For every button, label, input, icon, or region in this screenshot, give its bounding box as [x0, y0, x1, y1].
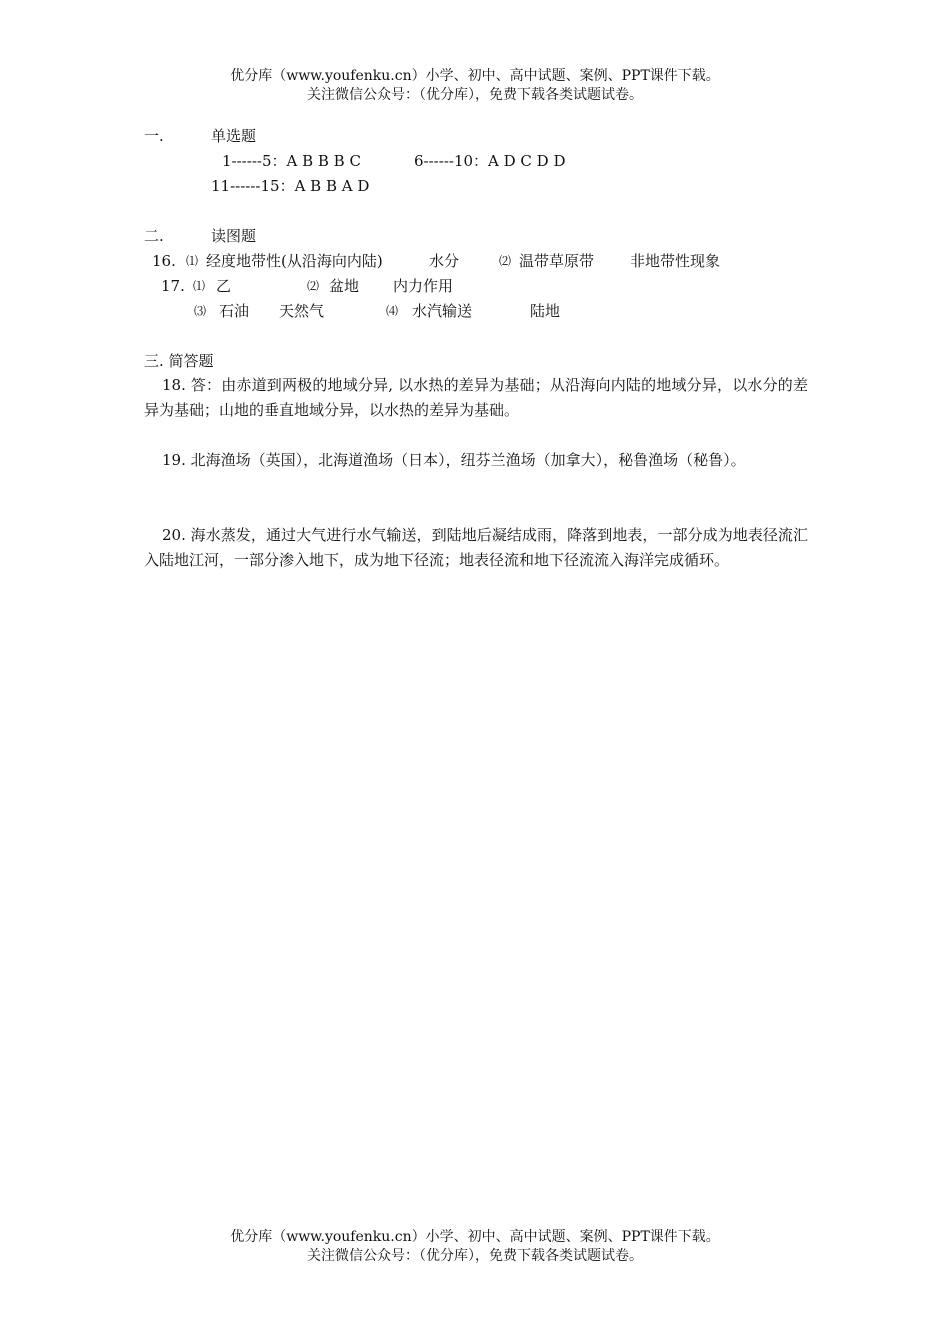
q17-answer-4: 石油: [219, 302, 250, 320]
page-footer: [0, 1228, 950, 1266]
q17-answer-2: 盆地: [329, 277, 360, 295]
header-line-2: 关注微信公众号：（优分库），免费下载各类试题试卷。: [307, 87, 643, 103]
q17-answer-5: 天然气: [279, 302, 325, 320]
q16-number: 16.: [152, 252, 176, 270]
page-header: [0, 67, 950, 105]
answer-range-6-10: 6------10：A D C D D: [414, 152, 566, 170]
section-2-title: 读图题: [211, 227, 257, 245]
q17-marker-3: ⑶: [194, 304, 207, 318]
q17-number: 17.: [161, 277, 185, 295]
q20-answer: 20. 海水蒸发，通过大气进行水气输送，到陆地后凝结成雨，降落到地表，一部分成为地表径流汇入陆地江河，一部分渗入地下，成为地下径流；地表径流和地下径流流入海洋完成循环。: [144, 526, 808, 569]
q18-answer: 18. 答：由赤道到两极的地域分异, 以水热的差异为基础；从沿海向内陆的地域分异，以水分的差异为基础；山地的垂直地域分异，以水热的差异为基础。: [144, 376, 808, 419]
q16-answer-2: 水分: [429, 252, 460, 270]
q17-marker-4: ⑷: [386, 304, 399, 318]
q16-marker-1: ⑴: [186, 254, 199, 268]
q17-answer-6: 水汽输送: [412, 302, 473, 320]
q16-answer-1: 经度地带性(从沿海向内陆): [206, 252, 383, 270]
q17-marker-2: ⑵: [307, 279, 320, 293]
q17-answer-3: 内力作用: [393, 277, 454, 295]
footer-line-2: 关注微信公众号：（优分库），免费下载各类试题试卷。: [307, 1248, 643, 1264]
section-2-number: 二.: [144, 227, 164, 245]
q17-answer-1: 乙: [216, 277, 232, 295]
section-1-title: 单选题: [211, 127, 257, 145]
footer-line-1: 优分库（www.youfenku.cn）小学、初中、高中试题、案例、PPT课件下载。: [230, 1229, 720, 1245]
q16-marker-2: ⑵: [499, 254, 512, 268]
q16-answer-4: 非地带性现象: [630, 252, 721, 270]
q16-answer-3: 温带草原带: [519, 252, 595, 270]
answer-range-1-5: 1------5：A B B B C: [222, 152, 361, 170]
header-line-1: 优分库（www.youfenku.cn）小学、初中、高中试题、案例、PPT课件下载。: [230, 68, 720, 84]
q17-marker-1: ⑴: [193, 279, 206, 293]
section-1-number: 一.: [144, 127, 164, 145]
section-3-title: 三. 简答题: [144, 352, 214, 370]
q19-answer: 19. 北海渔场（英国），北海道渔场（日本），纽芬兰渔场（加拿大），秘鲁渔场（秘鲁）。: [162, 451, 746, 469]
answer-range-11-15: 11------15：A B B A D: [211, 177, 370, 195]
q17-answer-7: 陆地: [530, 302, 561, 320]
